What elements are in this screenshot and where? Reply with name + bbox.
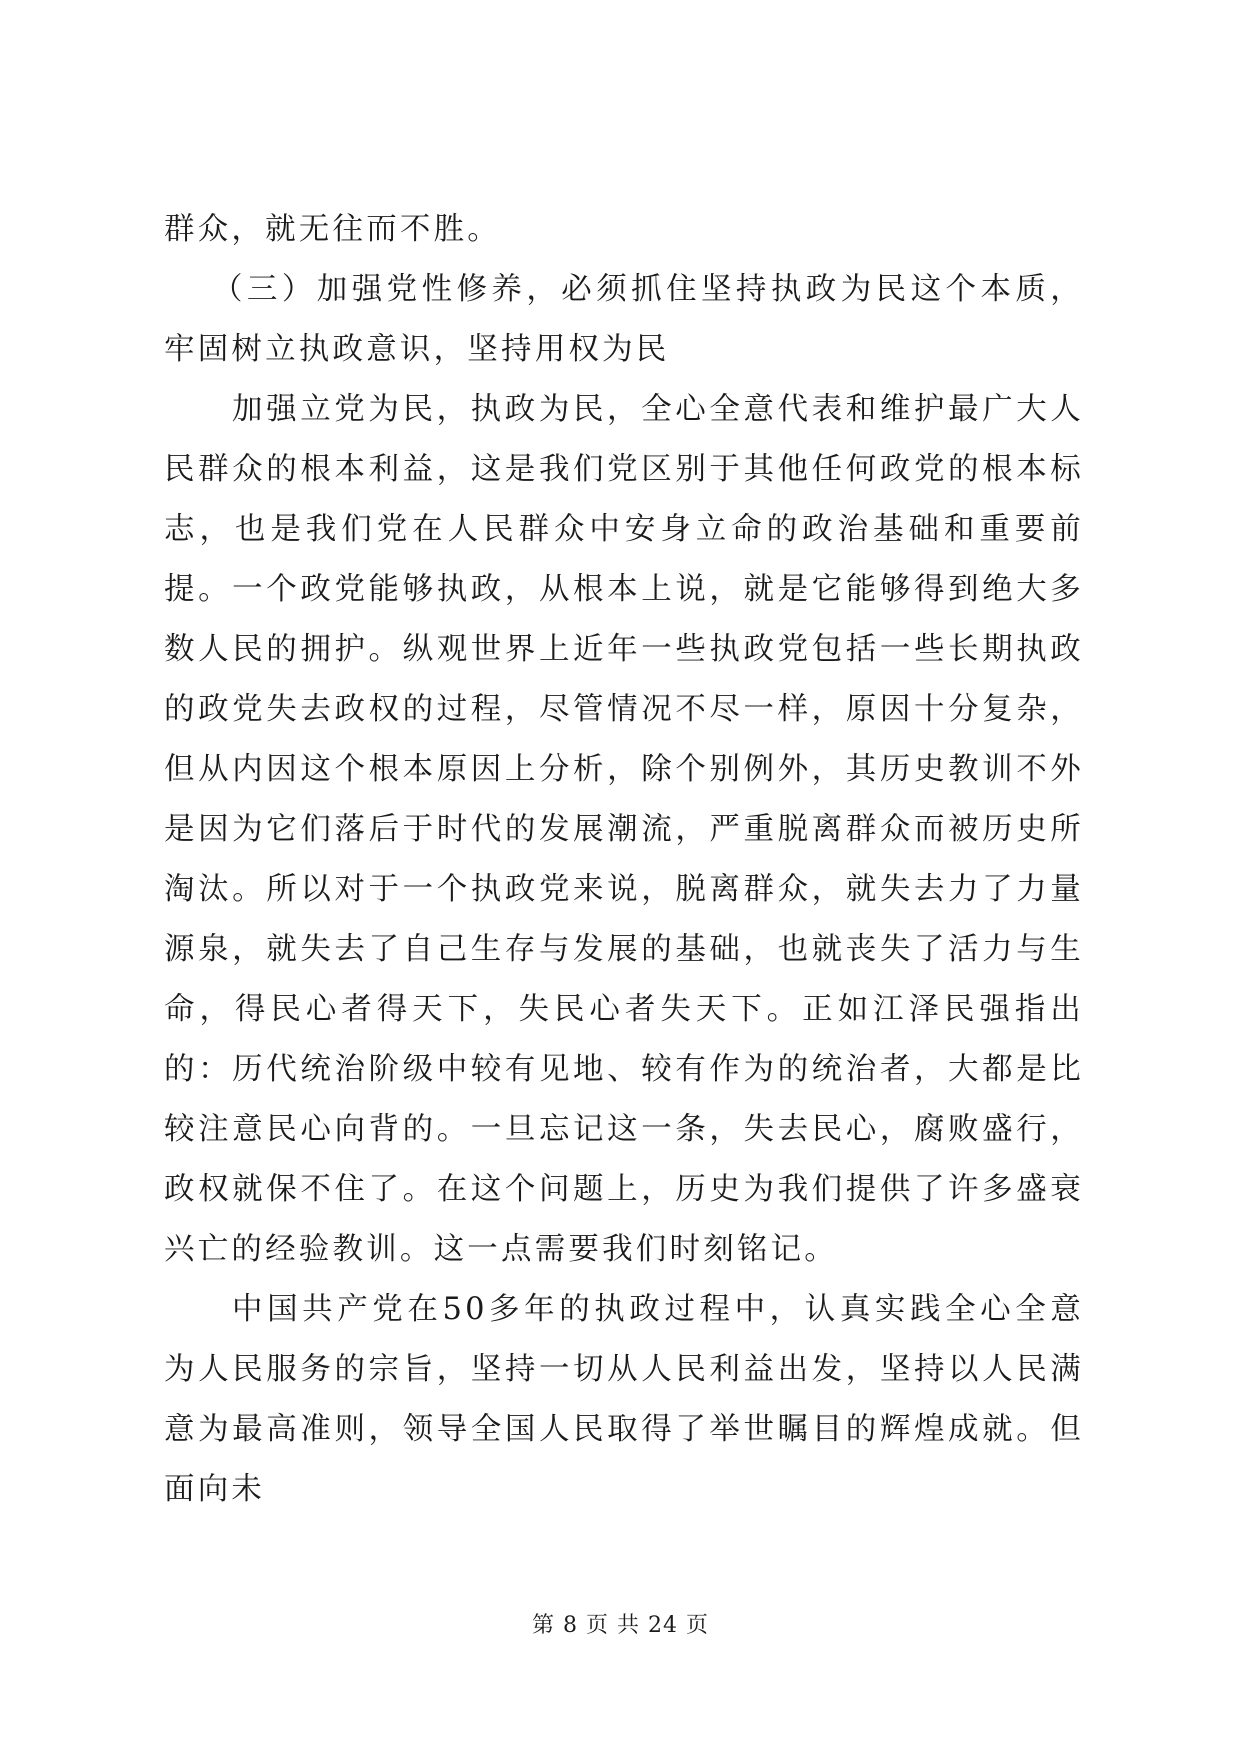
body-paragraph: 中国共产党在50多年的执政过程中，认真实践全心全意为人民服务的宗旨，坚持一切从人民利益出发，坚持以人民满意为最高准则，领导全国人民取得了举世瞩目的辉煌成就。但面向未 [164, 1292, 1084, 1507]
section-heading: （三）加强党性修养，必须抓住坚持执政为民这个本质，牢固树立执政意识，坚持用权为民 [164, 272, 1084, 367]
page-number-label: 第 8 页 共 24 页 [532, 1613, 709, 1638]
document-body [164, 200, 1084, 1520]
body-paragraph: 加强立党为民，执政为民，全心全意代表和维护最广大人民群众的根本利益，这是我们党区别于其他任何政党的根本标志，也是我们党在人民群众中安身立命的政治基础和重要前提。一个政党能够执政，从根本上说，就是它能够得到绝大多数人民的拥护。纵观世界上近年一些执政党包括一些长期执政的政党失去政权的过程，尽管情况不尽一样，原因十分复杂，但从内因这个根本原因上分析，除个别例外，其历史教训不外是因为它们落后于时代的发展潮流，严重脱离群众而被历史所淘汰。所以对于一个执政党来说，脱离群众，就失去力了力量源泉，就失去了自己生存与发展的基础，也就丧失了活力与生命，得民心者得天下，失民心者失天下。正如江泽民强指出的：历代统治阶级中较有见地、较有作为的统治者，大都是比较注意民心向背的。一旦忘记这一条，失去民心，腐败盛行，政权就保不住了。在这个问题上，历史为我们提供了许多盛衰兴亡的经验教训。这一点需要我们时刻铭记。 [164, 392, 1084, 1267]
page-footer [0, 1608, 1241, 1639]
continuation-paragraph: 群众，就无往而不胜。 [164, 212, 501, 247]
